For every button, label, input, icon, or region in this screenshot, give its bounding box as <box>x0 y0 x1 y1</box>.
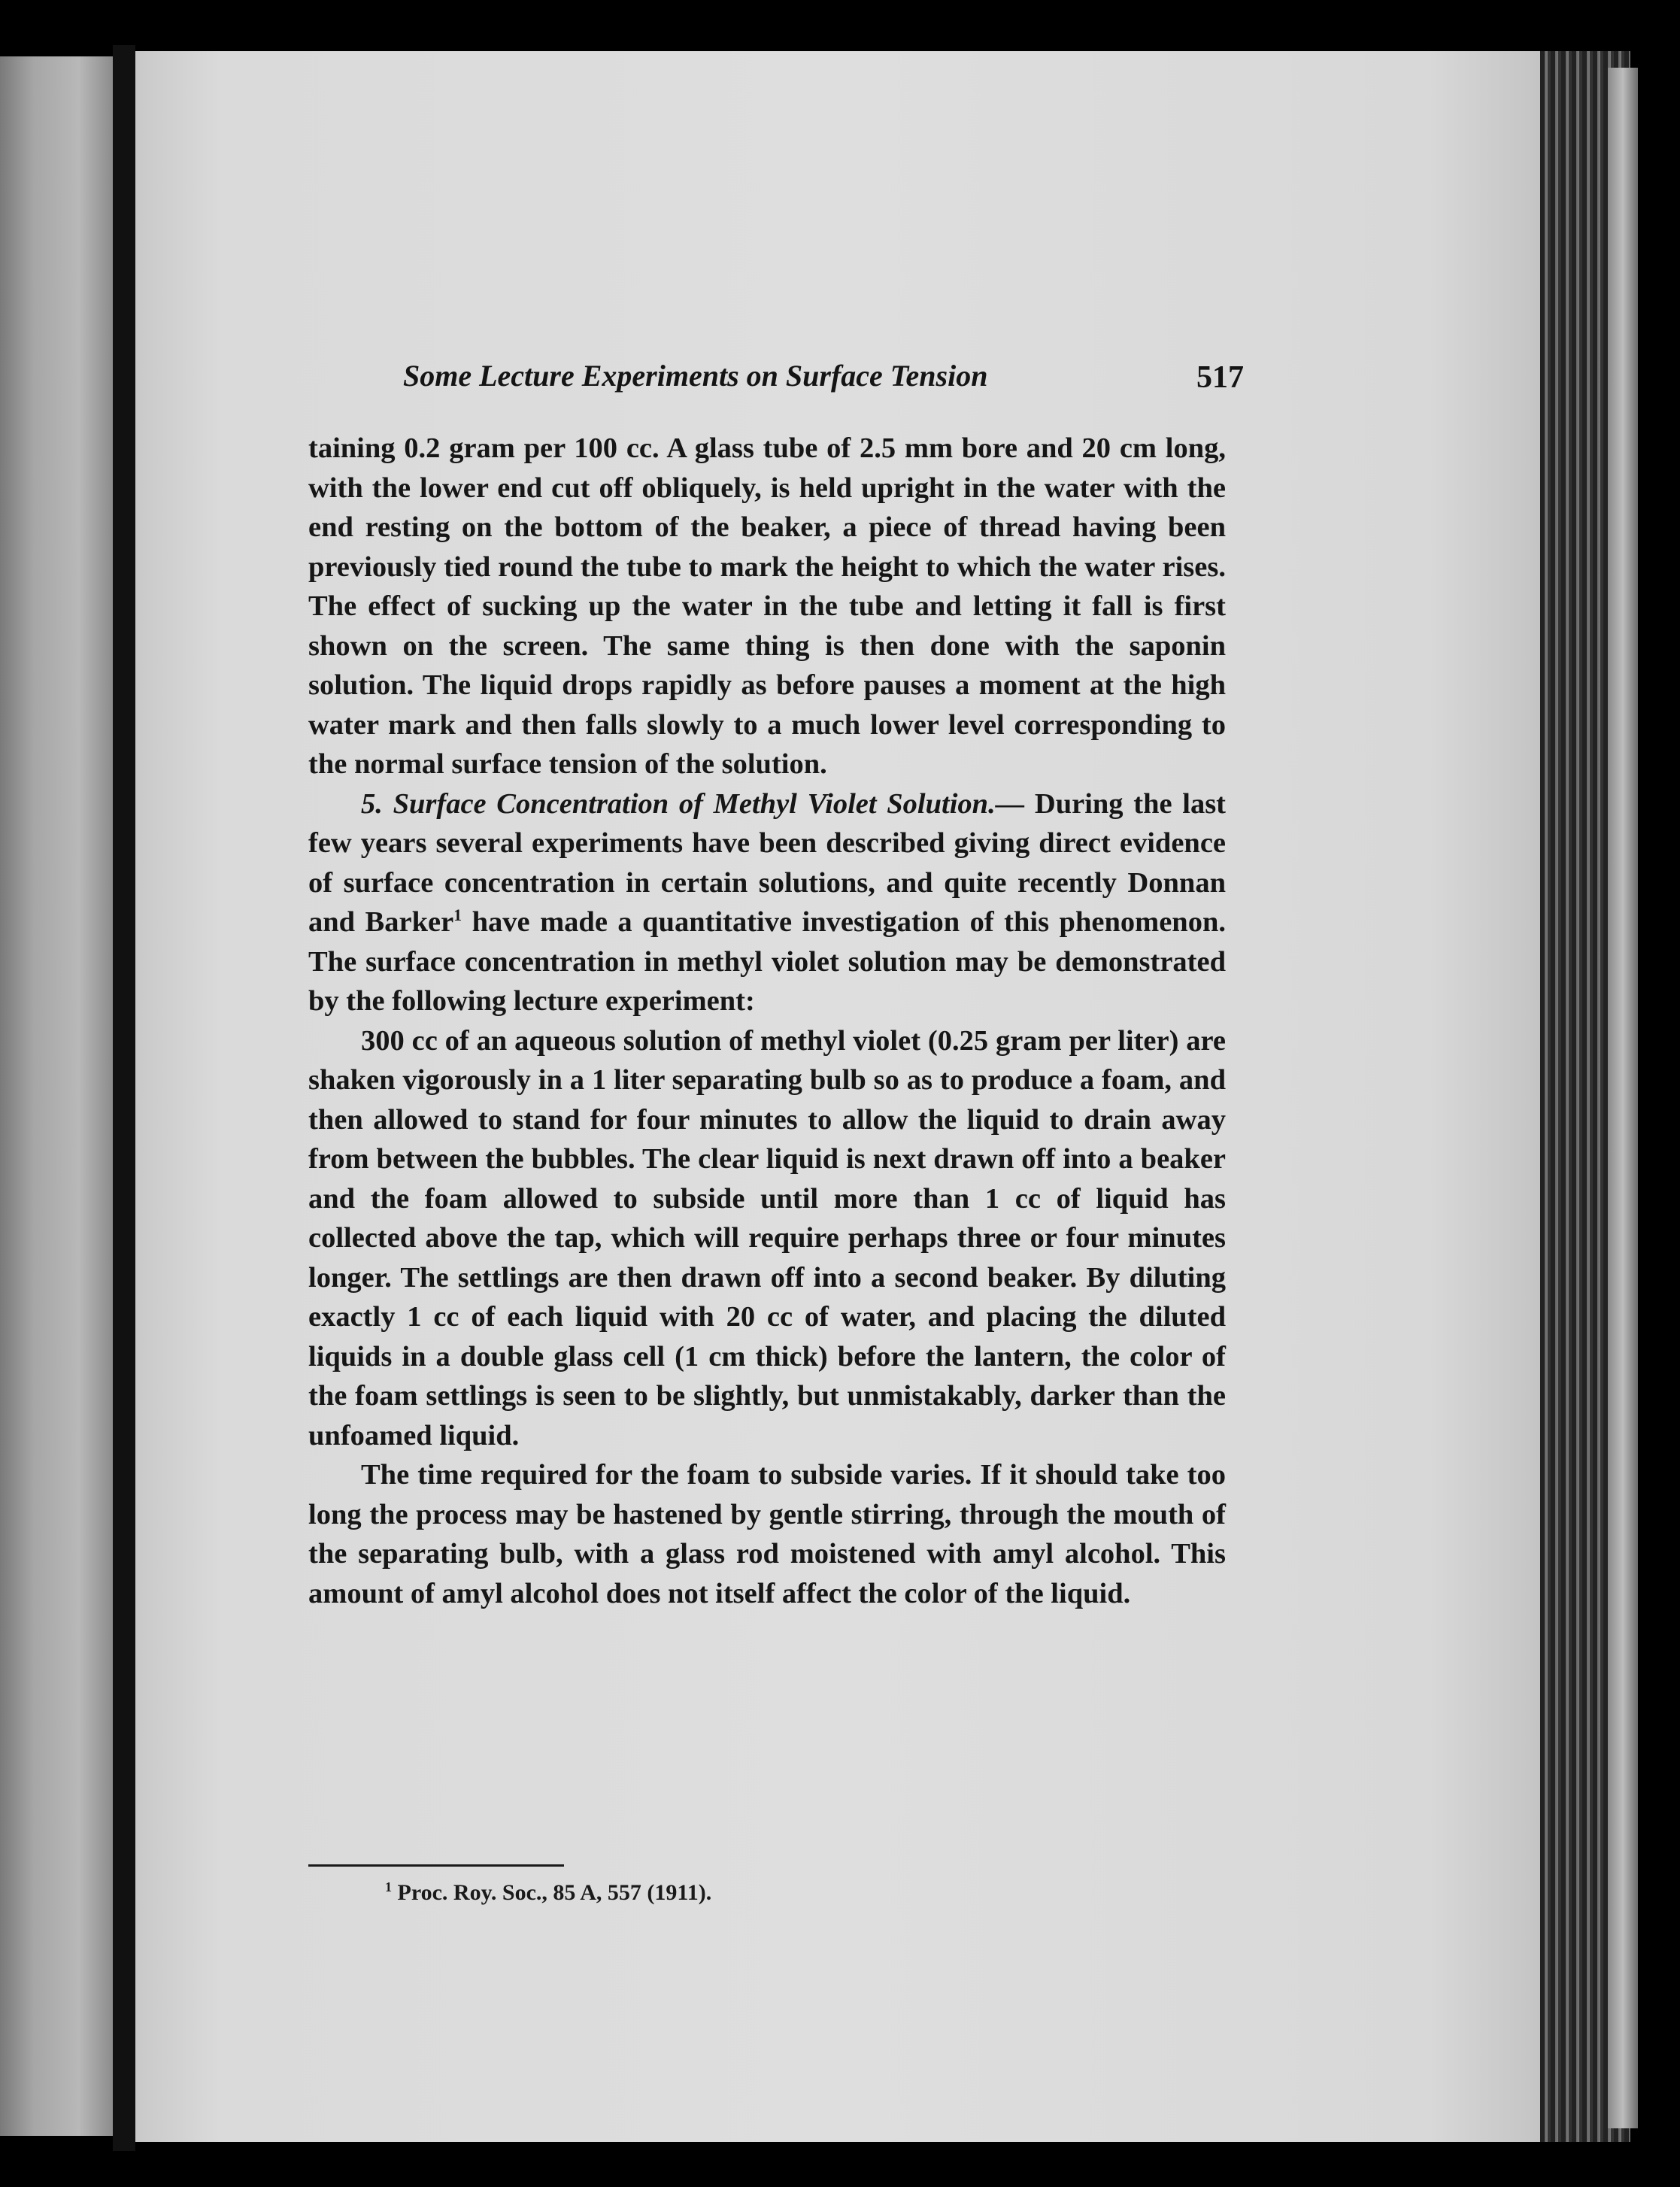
page-edges-highlight <box>1608 68 1638 2128</box>
page-number: 517 <box>1196 360 1244 395</box>
running-title: Some Lecture Experiments on Surface Tension <box>403 359 988 393</box>
footnote <box>385 1880 711 1906</box>
footnote-rule <box>308 1864 564 1867</box>
paragraph-1: taining 0.2 gram per 100 cc. A glass tube of 2.5 mm bore and 20 cm long, with the lower end cut off obliquely, is held upright in the water with the end resting on the bottom of the beaker, a piece of thread having been previously tied round the tube to mark the height to which the water rises. The effect of sucking up the water in the tube and letting it fall is first shown on the screen. The same thing is then done with the saponin solution. The liquid drops rapidly as before pauses a moment at the high water mark and then falls slowly to a much lower level corresponding to the normal surface tension of the solution. <box>308 432 1226 780</box>
running-head <box>403 358 1244 403</box>
paragraph-4: The time required for the foam to subside varies. If it should take too long the process may be hastened by gentle stirring, through the mouth of the separating bulb, with a glass rod moistened with amyl alcohol. This amount of amyl alcohol does not itself affect the color of the liquid. <box>308 1459 1226 1609</box>
footnote-text: Proc. Roy. Soc., 85 A, 557 (1911). <box>392 1880 712 1905</box>
paragraph-2-text: During the last few years several experiments have been described giving direct evidence of surface concentration in certain solutions, and quite recently Donnan and Barker <box>308 787 1227 938</box>
body-text <box>308 429 1226 1613</box>
paragraph-2 <box>308 784 1226 1021</box>
previous-page-edge <box>0 56 113 2136</box>
footnote-marker: 1 <box>385 1879 392 1894</box>
footnote-reference: 1 <box>453 905 462 925</box>
section-heading: 5. Surface Concentration of Methyl Violet Solution.— <box>361 787 1025 820</box>
paragraph-3: 300 cc of an aqueous solution of methyl violet (0.25 gram per liter) are shaken vigorously in a 1 liter separating bulb so as to produce a foam, and then allowed to stand for four minutes to allow the liquid to drain away from between the bubbles. The clear liquid is next drawn off into a beaker and the foam allowed to subside until more than 1 cc of liquid has collected above the tap, which will require perhaps three or four minutes longer. The settlings are then drawn off into a second beaker. By diluting exactly 1 cc of each liquid with 20 cc of water, and placing the diluted liquids in a double glass cell (1 cm thick) before the lantern, the color of the foam settlings is seen to be slightly, but unmistakably, darker than the unfoamed liquid. <box>308 1024 1226 1451</box>
paragraph-2-tail: have made a quantitative investigation of this phenomenon. The surface concentration in methyl violet solution may be demonstrated by the following lecture experiment: <box>308 906 1226 1017</box>
book-gutter <box>113 45 135 2151</box>
